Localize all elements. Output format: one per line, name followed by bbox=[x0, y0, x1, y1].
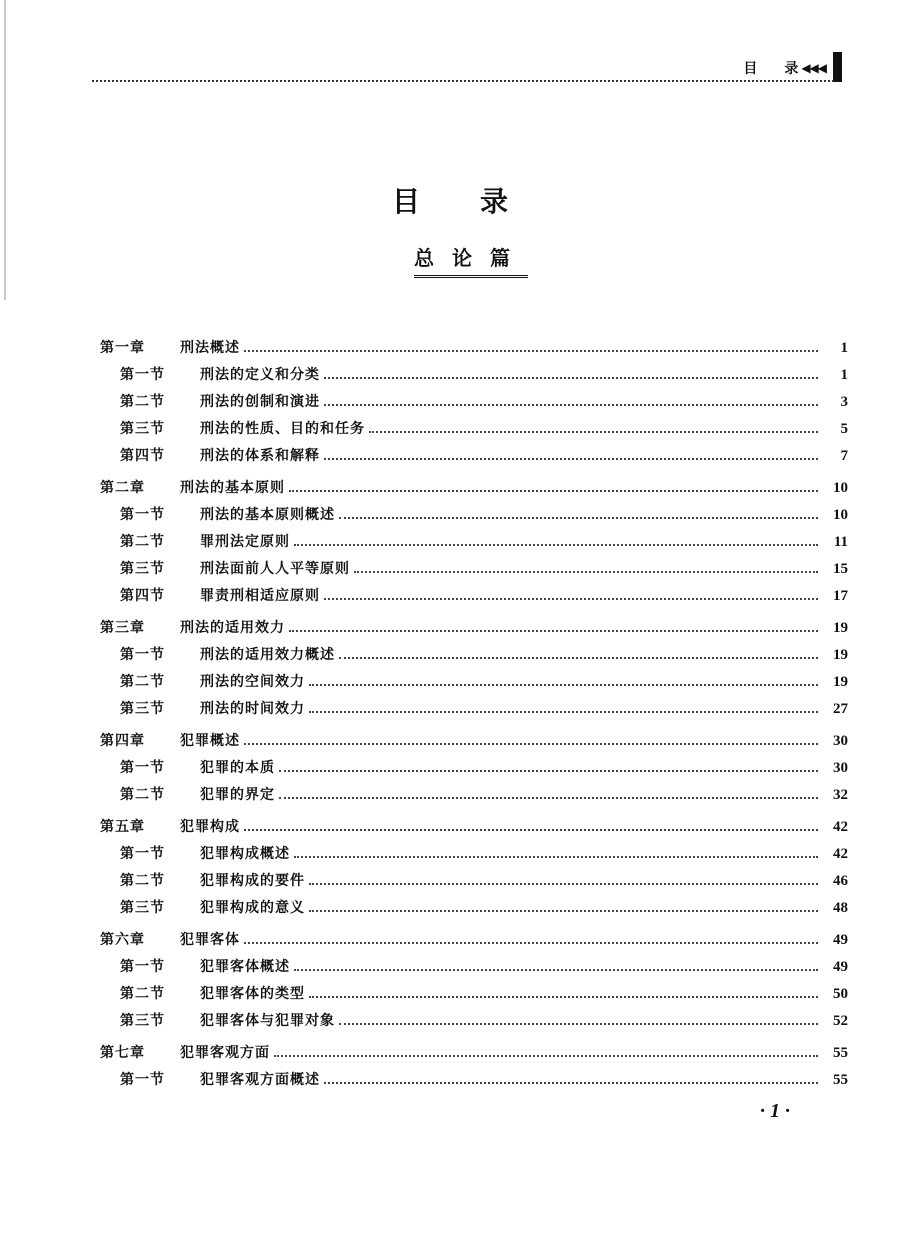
toc-entry-page: 55 bbox=[833, 1045, 848, 1061]
toc-entry-number: 第四章 bbox=[100, 733, 145, 749]
toc-leader-dots bbox=[309, 883, 818, 885]
toc-entry-number: 第三节 bbox=[120, 900, 165, 916]
toc-chapter-row[interactable] bbox=[100, 609, 848, 637]
toc-leader-dots bbox=[274, 1055, 818, 1057]
toc-entry-page: 50 bbox=[833, 986, 848, 1002]
toc-leader-dots bbox=[244, 350, 818, 352]
toc-entry-title: 犯罪概述 bbox=[180, 733, 240, 749]
toc-leader-dots bbox=[309, 711, 818, 713]
toc-entry-page: 17 bbox=[833, 588, 848, 604]
toc-entry-title: 刑法的体系和解释 bbox=[200, 448, 320, 464]
toc-entry-page: 49 bbox=[833, 959, 848, 975]
toc-section-row[interactable] bbox=[100, 836, 848, 863]
toc-entry-number: 第二节 bbox=[120, 674, 165, 690]
toc-section-row[interactable] bbox=[100, 578, 848, 605]
toc-entry-title: 犯罪构成的要件 bbox=[200, 873, 305, 889]
toc-leader-dots bbox=[294, 544, 818, 546]
toc-leader-dots bbox=[369, 431, 818, 433]
toc-entry-page: 3 bbox=[840, 394, 848, 410]
toc-entry-number: 第三节 bbox=[120, 701, 165, 717]
toc-entry-title: 犯罪客体概述 bbox=[200, 959, 290, 975]
toc-entry-page: 32 bbox=[833, 787, 848, 803]
toc-entry-number: 第一节 bbox=[120, 959, 165, 975]
toc-entry-title: 犯罪客体 bbox=[180, 932, 240, 948]
toc-entry-title: 犯罪构成的意义 bbox=[200, 900, 305, 916]
header-black-bar bbox=[833, 52, 842, 82]
toc-entry-title: 刑法的性质、目的和任务 bbox=[200, 421, 365, 437]
toc-entry-title: 犯罪客观方面概述 bbox=[200, 1072, 320, 1088]
toc-chapter-row[interactable] bbox=[100, 722, 848, 750]
toc-entry-number: 第一章 bbox=[100, 340, 145, 356]
toc-entry-number: 第四节 bbox=[120, 448, 165, 464]
toc-leader-dots bbox=[279, 797, 818, 799]
toc-entry-title: 犯罪客体的类型 bbox=[200, 986, 305, 1002]
toc-section-row[interactable] bbox=[100, 1003, 848, 1030]
toc-entry-number: 第二节 bbox=[120, 986, 165, 1002]
toc-leader-dots bbox=[289, 490, 818, 492]
toc-section-row[interactable] bbox=[100, 357, 848, 384]
toc-entry-page: 42 bbox=[833, 846, 848, 862]
toc-entry-page: 10 bbox=[833, 507, 848, 523]
toc-section-row[interactable] bbox=[100, 524, 848, 551]
toc-entry-page: 1 bbox=[840, 340, 848, 356]
header-word-1: 目 bbox=[743, 61, 759, 77]
toc-entry-title: 刑法的空间效力 bbox=[200, 674, 305, 690]
toc-entry-page: 49 bbox=[833, 932, 848, 948]
header-rule bbox=[92, 80, 834, 83]
toc-leader-dots bbox=[294, 856, 818, 858]
toc-leader-dots bbox=[309, 910, 818, 912]
toc-entry-number: 第三节 bbox=[120, 561, 165, 577]
toc-entry-title: 刑法的基本原则概述 bbox=[200, 507, 335, 523]
toc-section-row[interactable] bbox=[100, 949, 848, 976]
title-char-1: 目 bbox=[391, 185, 420, 218]
toc-chapter-row[interactable] bbox=[100, 921, 848, 949]
toc-section-row[interactable] bbox=[100, 551, 848, 578]
toc-entry-title: 罪刑法定原则 bbox=[200, 534, 290, 550]
toc-entry-number: 第二节 bbox=[120, 787, 165, 803]
toc-chapter-row[interactable] bbox=[100, 329, 848, 357]
toc-entry-title: 刑法的基本原则 bbox=[180, 480, 285, 496]
toc-entry-title: 刑法概述 bbox=[180, 340, 240, 356]
toc-chapter-row[interactable] bbox=[100, 808, 848, 836]
toc-entry-page: 1 bbox=[840, 367, 848, 383]
toc-entry-page: 27 bbox=[833, 701, 848, 717]
toc-section-row[interactable] bbox=[100, 976, 848, 1003]
toc-section-row[interactable] bbox=[100, 637, 848, 664]
toc-leader-dots bbox=[309, 996, 818, 998]
toc-entry-page: 52 bbox=[833, 1013, 848, 1029]
toc-entry-number: 第一节 bbox=[120, 1072, 165, 1088]
toc-entry-number: 第二节 bbox=[120, 534, 165, 550]
toc-leader-dots bbox=[324, 598, 818, 600]
toc-entry-number: 第二节 bbox=[120, 394, 165, 410]
toc-leader-dots bbox=[244, 829, 818, 831]
toc-entry-title: 犯罪构成 bbox=[180, 819, 240, 835]
toc-section-row[interactable] bbox=[100, 863, 848, 890]
toc-section-row[interactable] bbox=[100, 777, 848, 804]
toc-leader-dots bbox=[339, 657, 818, 659]
toc-entry-number: 第三章 bbox=[100, 620, 145, 636]
toc-section-row[interactable] bbox=[100, 497, 848, 524]
toc-section-row[interactable] bbox=[100, 890, 848, 917]
toc-entry-title: 刑法的适用效力 bbox=[180, 620, 285, 636]
toc-entry-number: 第一节 bbox=[120, 507, 165, 523]
title-char-2: 录 bbox=[480, 185, 509, 218]
toc-entry-title: 犯罪的本质 bbox=[200, 760, 275, 776]
toc-entry-page: 7 bbox=[840, 448, 848, 464]
toc-entry-page: 55 bbox=[833, 1072, 848, 1088]
toc-section-row[interactable] bbox=[100, 691, 848, 718]
part-subtitle-text: 总论篇 bbox=[414, 242, 528, 278]
toc-section-row[interactable] bbox=[100, 411, 848, 438]
toc-leader-dots bbox=[294, 969, 818, 971]
toc-entry-title: 犯罪客观方面 bbox=[180, 1045, 270, 1061]
toc-entry-page: 15 bbox=[833, 561, 848, 577]
toc-leader-dots bbox=[324, 377, 818, 379]
toc-chapter-row[interactable] bbox=[100, 469, 848, 497]
toc-leader-dots bbox=[289, 630, 818, 632]
toc-chapter-row[interactable] bbox=[100, 1034, 848, 1062]
toc-entry-page: 42 bbox=[833, 819, 848, 835]
toc-entry-title: 犯罪客体与犯罪对象 bbox=[200, 1013, 335, 1029]
toc-entry-page: 48 bbox=[833, 900, 848, 916]
toc-entry-number: 第五章 bbox=[100, 819, 145, 835]
running-header-text bbox=[743, 58, 826, 78]
toc-leader-dots bbox=[324, 404, 818, 406]
toc-entry-title: 犯罪构成概述 bbox=[200, 846, 290, 862]
toc-entry-number: 第一节 bbox=[120, 367, 165, 383]
toc-entry-page: 30 bbox=[833, 733, 848, 749]
toc-entry-title: 刑法的时间效力 bbox=[200, 701, 305, 717]
toc-entry-title: 刑法面前人人平等原则 bbox=[200, 561, 350, 577]
toc-leader-dots bbox=[354, 571, 818, 573]
toc-section-row[interactable] bbox=[100, 1062, 848, 1089]
toc-section-row[interactable] bbox=[100, 664, 848, 691]
toc-entry-number: 第二节 bbox=[120, 873, 165, 889]
toc-section-row[interactable] bbox=[100, 384, 848, 411]
toc-leader-dots bbox=[339, 1023, 818, 1025]
toc-entry-page: 46 bbox=[833, 873, 848, 889]
toc-leader-dots bbox=[279, 770, 818, 772]
toc-leader-dots bbox=[244, 942, 818, 944]
toc-leader-dots bbox=[339, 517, 818, 519]
toc-entry-number: 第一节 bbox=[120, 846, 165, 862]
toc-entry-page: 19 bbox=[833, 620, 848, 636]
toc-leader-dots bbox=[309, 684, 818, 686]
toc-entry-page: 19 bbox=[833, 674, 848, 690]
toc-entry-title: 罪责刑相适应原则 bbox=[200, 588, 320, 604]
toc-entry-number: 第四节 bbox=[120, 588, 165, 604]
toc-entry-number: 第一节 bbox=[120, 760, 165, 776]
header-arrows-icon: ◀◀◀ bbox=[801, 61, 826, 75]
toc-section-row[interactable] bbox=[100, 438, 848, 465]
page-title bbox=[0, 180, 900, 220]
toc-entry-page: 30 bbox=[833, 760, 848, 776]
toc-entry-page: 11 bbox=[833, 534, 848, 550]
toc-entry-page: 10 bbox=[833, 480, 848, 496]
toc-entry-page: 19 bbox=[833, 647, 848, 663]
table-of-contents bbox=[100, 325, 848, 1089]
toc-entry-title: 刑法的创制和演进 bbox=[200, 394, 320, 410]
running-header bbox=[92, 50, 848, 86]
toc-entry-number: 第三节 bbox=[120, 421, 165, 437]
toc-entry-page: 5 bbox=[840, 421, 848, 437]
toc-entry-number: 第三节 bbox=[120, 1013, 165, 1029]
toc-entry-number: 第一节 bbox=[120, 647, 165, 663]
toc-leader-dots bbox=[324, 458, 818, 460]
toc-entry-title: 犯罪的界定 bbox=[200, 787, 275, 803]
part-subtitle bbox=[0, 242, 900, 278]
toc-leader-dots bbox=[244, 743, 818, 745]
toc-entry-number: 第二章 bbox=[100, 480, 145, 496]
toc-leader-dots bbox=[324, 1082, 818, 1084]
toc-entry-number: 第六章 bbox=[100, 932, 145, 948]
toc-entry-title: 刑法的定义和分类 bbox=[200, 367, 320, 383]
header-word-2: 录 bbox=[784, 61, 800, 77]
page-number: · 1 · bbox=[760, 1100, 790, 1122]
toc-section-row[interactable] bbox=[100, 750, 848, 777]
toc-entry-number: 第七章 bbox=[100, 1045, 145, 1061]
toc-entry-title: 刑法的适用效力概述 bbox=[200, 647, 335, 663]
